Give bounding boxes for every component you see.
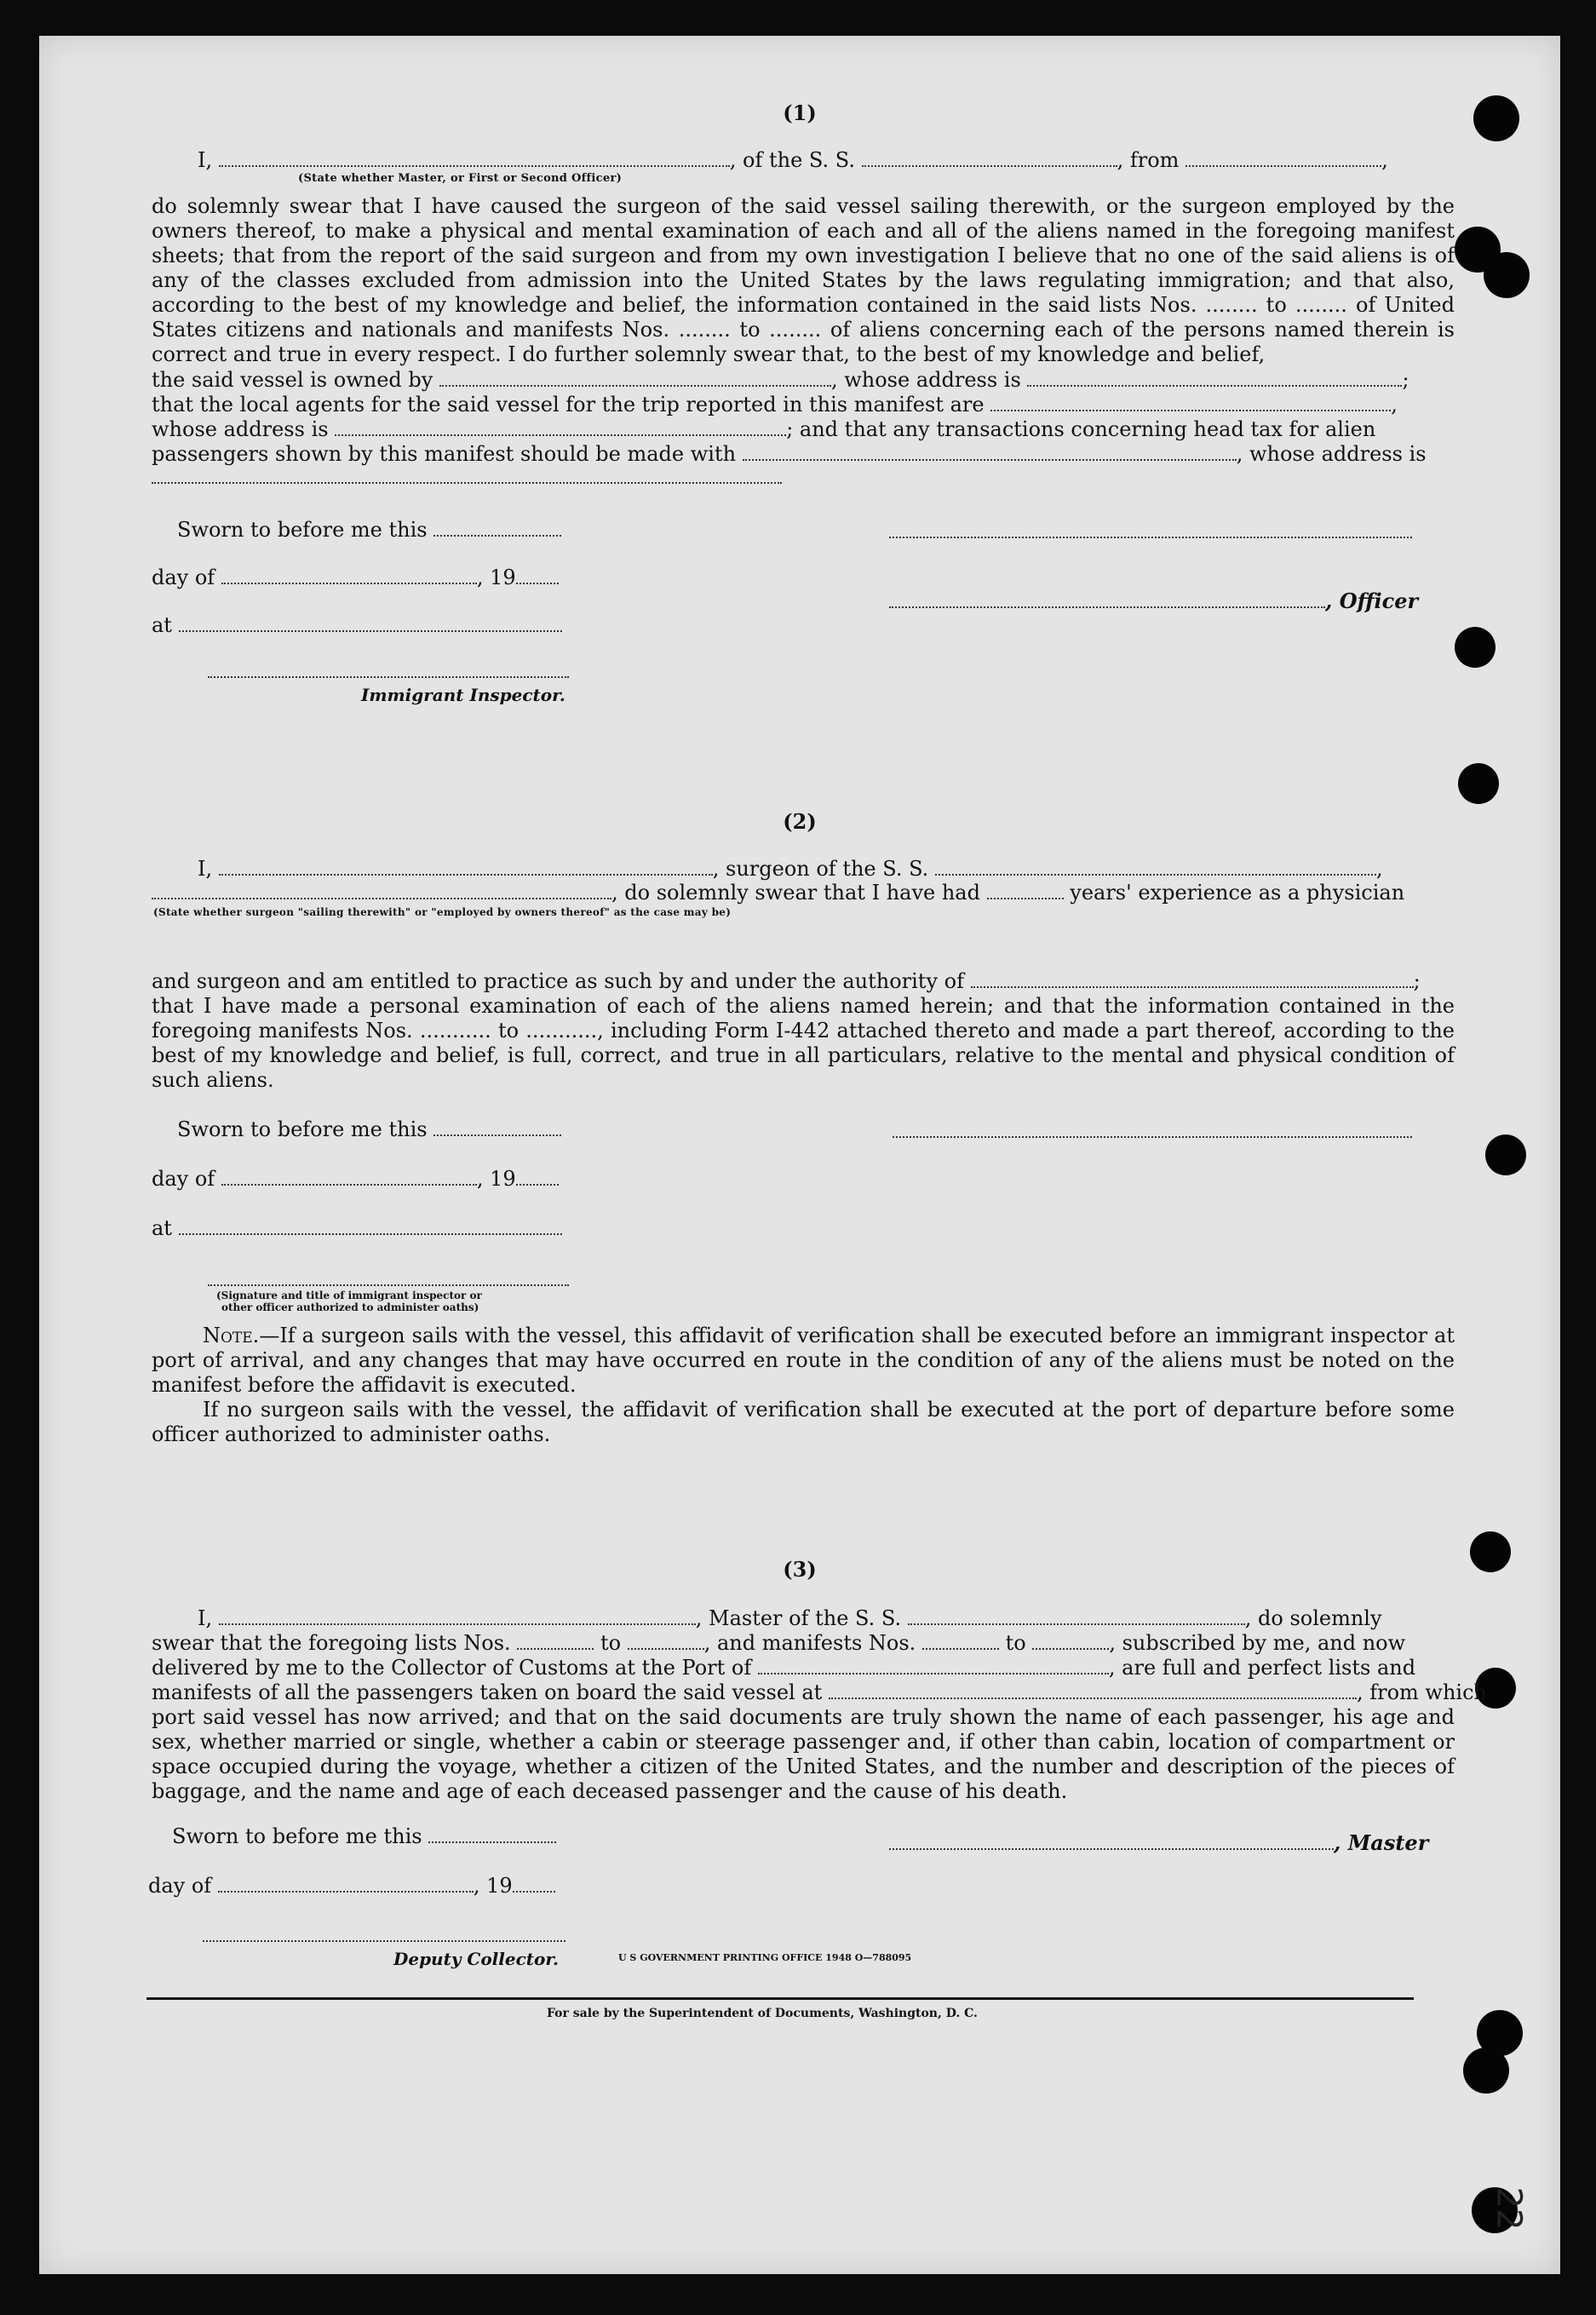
head-tax-blank[interactable] [743,442,1237,461]
local-agents-line: that the local agents for the said vessel for the trip reported in this manifest are , [152,393,1398,416]
authority-blank[interactable] [971,969,1414,988]
footer-rule [146,1997,1414,2000]
sworn-label: Sworn to before me this [172,1824,422,1848]
year-label: , 19 [476,566,516,589]
section-3-line-1 [198,1606,1382,1630]
year-blank[interactable] [513,1874,555,1893]
manifests-to-blank[interactable] [1032,1631,1109,1650]
section-3-line-2 [152,1631,1405,1655]
note-paragraph-1 [152,1324,1455,1398]
and-manifests-label: , and manifests Nos. [703,1631,916,1655]
deputy-collector-label: Deputy Collector. [393,1949,560,1969]
do-swear-label: , do solemnly swear that I have had [611,881,980,905]
lists-from-blank[interactable] [517,1631,594,1650]
section-1-body: do solemnly swear that I have caused the surgeon of the said vessel sailing therewith, or the surgeon employed by the owners thereof, to make a physical and mental examination of each and all of the aliens named in the foregoing manifest sheets; that from the report of the said surgeon and from my own investigation I believe that no one of the said aliens is of any of the classes excluded from admission into the United States by the laws regulating immigration; and that also, according to the best of my knowledge and belief, the information contained in the said lists Nos. ........ to ........ of United States citizens and nationals and manifests Nos. ........ to ........ of aliens concerning each of the persons named therein is correct and true in every respect. I do further solemnly swear that, to the best of my knowledge and belief, [152,194,1455,366]
authority-line: and surgeon and am entitled to practice as such by and under the authority of ; [152,969,1421,993]
swear-lists-label: swear that the foregoing lists Nos. [152,1631,511,1655]
pronoun-i: I, [198,148,213,172]
deputy-collector-signature-blank[interactable] [203,1940,565,1942]
delivered-label: delivered by me to the Collector of Customs at the Port of [152,1656,752,1680]
immigrant-inspector-label: Immigrant Inspector. [361,685,565,705]
officer-name-blank[interactable] [889,537,1412,538]
year-blank[interactable] [516,1167,559,1186]
owner-address-label: , whose address is [830,368,1021,392]
punch-hole [1484,252,1530,298]
administering-officer-signature-blank[interactable] [208,1284,569,1286]
handwritten-page-number: 22 [1489,2186,1529,2231]
section-2-number: (2) [783,809,817,834]
section-1-line-1: I, , of the S. S. , from , [198,148,1388,172]
officer-label: , Officer [1325,589,1419,613]
surgeon-caption: (State whether surgeon "sailing therewith" or "employed by owners thereof" as the case may be) [153,906,732,918]
surgeon-of-label: , surgeon of the S. S. [712,857,929,881]
pronoun-i: I, [198,1606,213,1630]
head-tax-address-blank[interactable] [152,482,782,484]
agents-address-line [152,417,1375,441]
year-label: , 19 [473,1874,513,1898]
section-2-body: that I have made a personal examination of each of the aliens named herein; and that the information contained in the foregoing manifests Nos. ........... to ..........., including Form I-442 attached thereto and made a part thereof, according to the best of my knowledge and belief, is full, correct, and true in all particulars, relative to the mental and physical condition of such aliens. [152,994,1455,1092]
agents-address-blank[interactable] [335,417,786,436]
section-3-number: (3) [783,1557,817,1582]
subscribed-label: , subscribed by me, and now [1109,1631,1406,1655]
year-label: , 19 [476,1167,516,1191]
day-of-line-1 [152,566,559,589]
surgeon-type-blank[interactable] [152,881,611,899]
rank-caption: (State whether Master, or First or Second Officer) [298,172,623,185]
sworn-label: Sworn to before me this [177,1117,428,1141]
sworn-day-blank[interactable] [433,1117,561,1136]
owner-address-blank[interactable] [1027,368,1402,387]
passengers-shown-line [152,442,1427,466]
master-vessel-blank[interactable] [908,1606,1245,1625]
day-of-line-2 [152,1167,559,1191]
master-of-label: , Master of the S. S. [695,1606,902,1630]
full-perfect-label: , are full and perfect lists and [1108,1656,1416,1680]
master-name-blank[interactable] [219,1606,696,1625]
from-blank[interactable] [1186,148,1381,167]
section-2-line-2 [152,881,1404,905]
agents-blank[interactable] [990,393,1391,411]
name-blank[interactable] [219,148,730,167]
head-tax-text: ; and that any transactions concerning head tax for alien [786,417,1376,441]
section-3-line-4 [152,1680,1487,1704]
signature-caption-2: other officer authorized to administer oaths) [221,1301,479,1313]
at-place-blank[interactable] [179,1216,562,1235]
passengers-shown-label: passengers shown by this manifest should be made with [152,442,737,466]
manifests-all-label: manifests of all the passengers taken on board the said vessel at [152,1680,823,1704]
surgeon-vessel-blank[interactable] [935,857,1376,876]
sworn-line-3 [172,1824,556,1848]
manifests-from-blank[interactable] [922,1631,999,1650]
owned-by-label: the said vessel is owned by [152,368,433,392]
section-3-line-3 [152,1656,1415,1680]
owner-blank[interactable] [439,368,831,387]
day-of-label: day of [148,1874,212,1898]
local-agents-label: that the local agents for the said vessel for the trip reported in this manifest are [152,393,985,416]
month-blank[interactable] [218,1874,474,1893]
master-label: , Master [1334,1830,1429,1855]
day-of-line-3 [148,1874,555,1898]
officer-signature-blank[interactable] [889,589,1325,608]
vessel-blank[interactable] [862,148,1117,167]
port-blank[interactable] [758,1656,1109,1674]
surgeon-signature-blank[interactable] [893,1136,1412,1138]
section-2-line-1: I, , surgeon of the S. S. , [198,857,1383,881]
note-label: Note. [203,1324,260,1347]
at-line-1 [152,613,562,637]
section-1-number: (1) [783,101,817,125]
sworn-day-blank[interactable] [428,1824,556,1843]
pronoun-i: I, [198,857,213,881]
of-ss-label: , of the S. S. [729,148,855,172]
for-sale-notice: For sale by the Superintendent of Documents, Washington, D. C. [547,2007,978,2020]
at-line-2 [152,1216,562,1240]
agents-address-label: whose address is [152,417,329,441]
month-blank[interactable] [221,1167,477,1186]
day-of-label: day of [152,566,215,589]
month-blank[interactable] [221,566,477,584]
sworn-line-2 [177,1117,561,1141]
signature-caption-1: (Signature and title of immigrant inspector or [216,1290,482,1301]
section-3-body: port said vessel has now arrived; and that on the said documents are truly shown the name of each passenger, his age and sex, whether married or single, whether a cabin or steerage passenger and, if other than cabin, location of compartment or space occupied during the voyage, whether a citizen of the United States, and the number and description of the pieces of baggage, and the name and age of each deceased passenger and the cause of his death. [152,1705,1455,1803]
owned-by-line: the said vessel is owned by , whose address is ; [152,368,1409,392]
printing-office-imprint: U S GOVERNMENT PRINTING OFFICE 1948 O—788095 [618,1952,912,1963]
to-label-2: to [1005,1631,1026,1655]
form-page [39,36,1560,2274]
entitled-label: and surgeon and am entitled to practice as such by and under the authority of [152,969,964,993]
departure-port-blank[interactable] [829,1680,1357,1699]
from-which-label: , from which [1356,1680,1487,1704]
head-tax-address-label: , whose address is [1236,442,1427,466]
at-label: at [152,613,172,637]
sworn-label: Sworn to before me this [177,518,428,542]
at-label: at [152,1216,172,1240]
punch-hole [1458,763,1499,804]
note-paragraph-2: If no surgeon sails with the vessel, the affidavit of verification shall be executed at the port of departure before some officer authorized to administer oaths. [152,1398,1455,1446]
day-of-label: day of [152,1167,215,1191]
master-signature-blank[interactable] [889,1831,1334,1850]
at-place-blank[interactable] [179,613,562,632]
lists-to-blank[interactable] [628,1631,704,1650]
year-blank[interactable] [516,566,559,584]
note-text-1: —If a surgeon sails with the vessel, this affidavit of verification shall be executed before an immigrant inspector at port of arrival, and any changes that may have occurred en route in the condition of any of the aliens must be noted on the manifest before the affidavit is executed. [152,1324,1455,1397]
years-experience-label: years' experience as a physician [1070,881,1405,905]
inspector-signature-blank[interactable] [208,676,569,678]
punch-hole [1485,1135,1526,1175]
officer-line [889,589,1418,613]
do-solemnly-label: , do solemnly [1244,1606,1382,1630]
punch-hole [1455,627,1496,668]
surgeon-name-blank[interactable] [219,857,713,876]
from-label: , from [1117,148,1180,172]
years-blank[interactable] [987,881,1064,899]
punch-hole [1463,2048,1509,2094]
master-signature-line [889,1831,1428,1855]
sworn-line-1 [177,518,561,542]
sworn-day-blank[interactable] [433,518,561,537]
to-label: to [600,1631,622,1655]
